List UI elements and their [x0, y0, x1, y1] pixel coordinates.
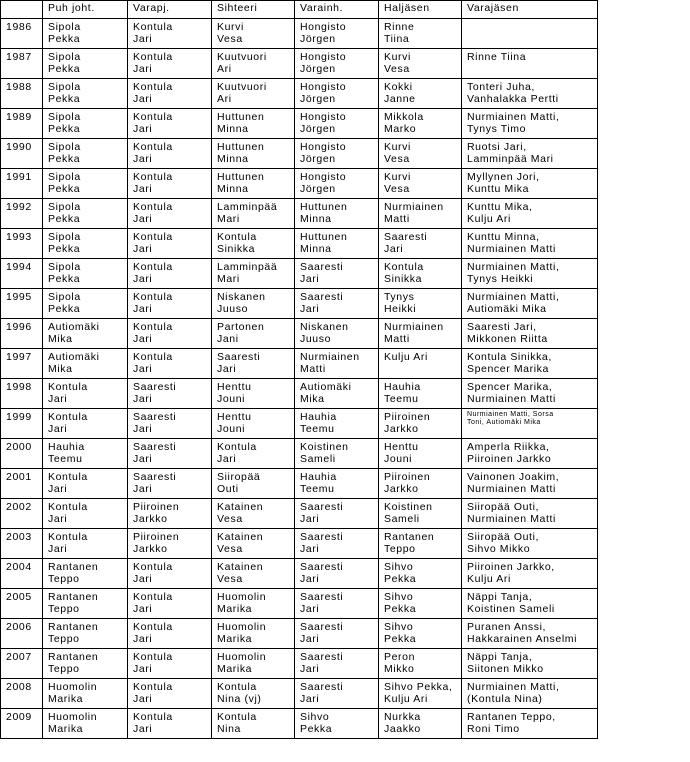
- cell-secretary: Huomolin Marika: [212, 619, 295, 649]
- cell-board-member: Nurmiainen Matti: [379, 319, 462, 349]
- cell-vice-chair: Saaresti Jari: [128, 439, 212, 469]
- cell-board-member: Rinne Tiina: [379, 19, 462, 49]
- cell-chair: Sipola Pekka: [43, 259, 128, 289]
- cell-chair: Sipola Pekka: [43, 49, 128, 79]
- cell-board-member: Piiroinen Jarkko: [379, 469, 462, 499]
- cell-secretary: Kuutvuori Ari: [212, 79, 295, 109]
- cell-deputy-members: Tonteri Juha, Vanhalakka Pertti: [462, 79, 598, 109]
- cell-chair: Kontula Jari: [43, 469, 128, 499]
- table-row: [1, 199, 598, 229]
- cell-vice-chair: Kontula Jari: [128, 319, 212, 349]
- table-row: [1, 439, 598, 469]
- cell-vice-chair: Kontula Jari: [128, 649, 212, 679]
- cell-deputy-members: Myllynen Jori, Kunttu Mika: [462, 169, 598, 199]
- table-row: [1, 79, 598, 109]
- cell-deputy-members: Nurmiainen Matti, (Kontula Nina): [462, 679, 598, 709]
- cell-chair: Kontula Jari: [43, 379, 128, 409]
- table-row: [1, 379, 598, 409]
- cell-year: 1994: [1, 259, 43, 289]
- cell-board-member: Sihvo Pekka: [379, 559, 462, 589]
- cell-year: 1986: [1, 19, 43, 49]
- cell-chair: Kontula Jari: [43, 499, 128, 529]
- cell-secretary: Kurvi Vesa: [212, 19, 295, 49]
- cell-secretary: Henttu Jouni: [212, 409, 295, 439]
- cell-deputy-members: Piiroinen Jarkko, Kulju Ari: [462, 559, 598, 589]
- header-row: [1, 1, 598, 19]
- cell-deputy-members: Siiropää Outi, Nurmiainen Matti: [462, 499, 598, 529]
- cell-deputy-members: Ruotsi Jari, Lamminpää Mari: [462, 139, 598, 169]
- cell-secretary: Lamminpää Mari: [212, 199, 295, 229]
- cell-vice-chair: Kontula Jari: [128, 619, 212, 649]
- cell-board-member: Koistinen Sameli: [379, 499, 462, 529]
- cell-board-member: Saaresti Jari: [379, 229, 462, 259]
- cell-treasurer: Sihvo Pekka: [295, 709, 379, 739]
- cell-deputy-members: Kunttu Mika, Kulju Ari: [462, 199, 598, 229]
- cell-vice-chair: Kontula Jari: [128, 259, 212, 289]
- cell-treasurer: Saaresti Jari: [295, 679, 379, 709]
- cell-vice-chair: Piiroinen Jarkko: [128, 499, 212, 529]
- cell-treasurer: Saaresti Jari: [295, 619, 379, 649]
- cell-vice-chair: Piiroinen Jarkko: [128, 529, 212, 559]
- cell-deputy-members: Nurmiainen Matti, Autiomäki Mika: [462, 289, 598, 319]
- cell-board-member: Mikkola Marko: [379, 109, 462, 139]
- cell-chair: Huomolin Marika: [43, 679, 128, 709]
- cell-year: 2004: [1, 559, 43, 589]
- table-row: [1, 109, 598, 139]
- cell-chair: Rantanen Teppo: [43, 559, 128, 589]
- cell-secretary: Partonen Jani: [212, 319, 295, 349]
- cell-secretary: Huttunen Minna: [212, 109, 295, 139]
- cell-year: 2003: [1, 529, 43, 559]
- cell-deputy-members: Näppi Tanja, Siitonen Mikko: [462, 649, 598, 679]
- cell-secretary: Kontula Sinikka: [212, 229, 295, 259]
- cell-year: 1988: [1, 79, 43, 109]
- cell-secretary: Huomolin Marika: [212, 589, 295, 619]
- cell-chair: Sipola Pekka: [43, 19, 128, 49]
- cell-secretary: Huttunen Minna: [212, 169, 295, 199]
- cell-secretary: Henttu Jouni: [212, 379, 295, 409]
- table-row: [1, 49, 598, 79]
- cell-treasurer: Saaresti Jari: [295, 589, 379, 619]
- cell-board-member: Sihvo Pekka: [379, 619, 462, 649]
- cell-vice-chair: Kontula Jari: [128, 229, 212, 259]
- table-row: [1, 589, 598, 619]
- cell-chair: Sipola Pekka: [43, 139, 128, 169]
- cell-board-member: Peron Mikko: [379, 649, 462, 679]
- cell-board-member: Henttu Jouni: [379, 439, 462, 469]
- cell-vice-chair: Kontula Jari: [128, 79, 212, 109]
- cell-treasurer: Saaresti Jari: [295, 529, 379, 559]
- cell-secretary: Kuutvuori Ari: [212, 49, 295, 79]
- cell-treasurer: Saaresti Jari: [295, 649, 379, 679]
- cell-secretary: Kontula Jari: [212, 439, 295, 469]
- cell-year: 1987: [1, 49, 43, 79]
- cell-year: 2002: [1, 499, 43, 529]
- cell-vice-chair: Kontula Jari: [128, 169, 212, 199]
- cell-treasurer: Autiomäki Mika: [295, 379, 379, 409]
- header-board-member: Haljäsen: [379, 1, 462, 19]
- cell-chair: Rantanen Teppo: [43, 589, 128, 619]
- cell-deputy-members: Siiropää Outi, Sihvo Mikko: [462, 529, 598, 559]
- cell-secretary: Lamminpää Mari: [212, 259, 295, 289]
- cell-vice-chair: Kontula Jari: [128, 589, 212, 619]
- cell-deputy-members: Vainonen Joakim, Nurmiainen Matti: [462, 469, 598, 499]
- cell-treasurer: Koistinen Sameli: [295, 439, 379, 469]
- table-row: [1, 469, 598, 499]
- table-header: [1, 1, 598, 19]
- cell-treasurer: Hongisto Jörgen: [295, 139, 379, 169]
- cell-vice-chair: Kontula Jari: [128, 709, 212, 739]
- cell-chair: Autiomäki Mika: [43, 349, 128, 379]
- cell-secretary: Kontula Nina: [212, 709, 295, 739]
- cell-treasurer: Nurmiainen Matti: [295, 349, 379, 379]
- cell-treasurer: Hauhia Teemu: [295, 469, 379, 499]
- cell-chair: Hauhia Teemu: [43, 439, 128, 469]
- table-row: [1, 559, 598, 589]
- cell-deputy-members: Nurmiainen Matti, Sorsa Toni, Autiomäki Mika: [462, 409, 598, 439]
- cell-treasurer: Hongisto Jörgen: [295, 49, 379, 79]
- cell-board-member: Kulju Ari: [379, 349, 462, 379]
- cell-treasurer: Hongisto Jörgen: [295, 109, 379, 139]
- cell-chair: Sipola Pekka: [43, 79, 128, 109]
- table-row: [1, 499, 598, 529]
- cell-board-member: Piiroinen Jarkko: [379, 409, 462, 439]
- cell-treasurer: Niskanen Juuso: [295, 319, 379, 349]
- header-treasurer: Varainh.: [295, 1, 379, 19]
- cell-chair: Kontula Jari: [43, 409, 128, 439]
- cell-year: 2008: [1, 679, 43, 709]
- header-deputy-member: Varajäsen: [462, 1, 598, 19]
- cell-board-member: Sihvo Pekka: [379, 589, 462, 619]
- cell-chair: Sipola Pekka: [43, 289, 128, 319]
- cell-chair: Huomolin Marika: [43, 709, 128, 739]
- cell-secretary: Saaresti Jari: [212, 349, 295, 379]
- cell-secretary: Katainen Vesa: [212, 559, 295, 589]
- cell-board-member: Kurvi Vesa: [379, 139, 462, 169]
- cell-vice-chair: Saaresti Jari: [128, 469, 212, 499]
- cell-board-member: Kokki Janne: [379, 79, 462, 109]
- cell-deputy-members: Spencer Marika, Nurmiainen Matti: [462, 379, 598, 409]
- cell-vice-chair: Kontula Jari: [128, 679, 212, 709]
- cell-deputy-members: Rinne Tiina: [462, 49, 598, 79]
- cell-treasurer: Hauhia Teemu: [295, 409, 379, 439]
- header-year: [1, 1, 43, 19]
- header-vice-chair: Varapj.: [128, 1, 212, 19]
- cell-year: 1989: [1, 109, 43, 139]
- cell-year: 2001: [1, 469, 43, 499]
- table-row: [1, 259, 598, 289]
- cell-vice-chair: Saaresti Jari: [128, 409, 212, 439]
- cell-chair: Sipola Pekka: [43, 199, 128, 229]
- cell-board-member: Kontula Sinikka: [379, 259, 462, 289]
- cell-secretary: Katainen Vesa: [212, 529, 295, 559]
- cell-year: 1995: [1, 289, 43, 319]
- cell-board-member: Sihvo Pekka, Kulju Ari: [379, 679, 462, 709]
- cell-secretary: Siiropää Outi: [212, 469, 295, 499]
- cell-year: 1997: [1, 349, 43, 379]
- cell-vice-chair: Kontula Jari: [128, 349, 212, 379]
- cell-treasurer: Saaresti Jari: [295, 259, 379, 289]
- cell-chair: Autiomäki Mika: [43, 319, 128, 349]
- cell-treasurer: Saaresti Jari: [295, 559, 379, 589]
- cell-deputy-members: Amperla Riikka, Piiroinen Jarkko: [462, 439, 598, 469]
- cell-deputy-members: Kunttu Minna, Nurmiainen Matti: [462, 229, 598, 259]
- cell-secretary: Kontula Nina (vj): [212, 679, 295, 709]
- cell-vice-chair: Kontula Jari: [128, 49, 212, 79]
- cell-vice-chair: Kontula Jari: [128, 289, 212, 319]
- cell-year: 2000: [1, 439, 43, 469]
- cell-vice-chair: Kontula Jari: [128, 19, 212, 49]
- cell-deputy-members: Rantanen Teppo, Roni Timo: [462, 709, 598, 739]
- cell-vice-chair: Kontula Jari: [128, 109, 212, 139]
- cell-vice-chair: Kontula Jari: [128, 139, 212, 169]
- cell-year: 2006: [1, 619, 43, 649]
- table-row: [1, 19, 598, 49]
- table-row: [1, 649, 598, 679]
- cell-board-member: Hauhia Teemu: [379, 379, 462, 409]
- cell-deputy-members: Saaresti Jari, Mikkonen Riitta: [462, 319, 598, 349]
- cell-deputy-members: [462, 19, 598, 49]
- cell-vice-chair: Saaresti Jari: [128, 379, 212, 409]
- header-secretary: Sihteeri: [212, 1, 295, 19]
- cell-treasurer: Hongisto Jörgen: [295, 79, 379, 109]
- cell-chair: Sipola Pekka: [43, 169, 128, 199]
- cell-secretary: Huttunen Minna: [212, 139, 295, 169]
- cell-deputy-members: Kontula Sinikka, Spencer Marika: [462, 349, 598, 379]
- table-row: [1, 619, 598, 649]
- cell-deputy-members: Puranen Anssi, Hakkarainen Anselmi: [462, 619, 598, 649]
- cell-secretary: Huomolin Marika: [212, 649, 295, 679]
- cell-year: 2007: [1, 649, 43, 679]
- cell-board-member: Tynys Heikki: [379, 289, 462, 319]
- table-row: [1, 229, 598, 259]
- table-row: [1, 679, 598, 709]
- cell-secretary: Niskanen Juuso: [212, 289, 295, 319]
- cell-year: 1993: [1, 229, 43, 259]
- header-chair: Puh joht.: [43, 1, 128, 19]
- cell-chair: Rantanen Teppo: [43, 649, 128, 679]
- cell-treasurer: Hongisto Jörgen: [295, 19, 379, 49]
- cell-year: 2005: [1, 589, 43, 619]
- table-row: [1, 319, 598, 349]
- cell-secretary: Katainen Vesa: [212, 499, 295, 529]
- cell-chair: Kontula Jari: [43, 529, 128, 559]
- cell-year: 1992: [1, 199, 43, 229]
- cell-board-member: Nurkka Jaakko: [379, 709, 462, 739]
- table-row: [1, 409, 598, 439]
- cell-board-member: Kurvi Vesa: [379, 49, 462, 79]
- cell-year: 2009: [1, 709, 43, 739]
- cell-year: 1996: [1, 319, 43, 349]
- cell-board-member: Kurvi Vesa: [379, 169, 462, 199]
- cell-treasurer: Huttunen Minna: [295, 229, 379, 259]
- cell-year: 1999: [1, 409, 43, 439]
- cell-year: 1990: [1, 139, 43, 169]
- cell-chair: Sipola Pekka: [43, 229, 128, 259]
- cell-deputy-members: Nurmiainen Matti, Tynys Heikki: [462, 259, 598, 289]
- cell-vice-chair: Kontula Jari: [128, 199, 212, 229]
- table-row: [1, 529, 598, 559]
- cell-deputy-members: Näppi Tanja, Koistinen Sameli: [462, 589, 598, 619]
- table-row: [1, 709, 598, 739]
- cell-treasurer: Saaresti Jari: [295, 289, 379, 319]
- cell-chair: Rantanen Teppo: [43, 619, 128, 649]
- cell-board-member: Nurmiainen Matti: [379, 199, 462, 229]
- cell-chair: Sipola Pekka: [43, 109, 128, 139]
- table-row: [1, 169, 598, 199]
- table-row: [1, 349, 598, 379]
- cell-board-member: Rantanen Teppo: [379, 529, 462, 559]
- cell-year: 1998: [1, 379, 43, 409]
- cell-treasurer: Saaresti Jari: [295, 499, 379, 529]
- cell-vice-chair: Kontula Jari: [128, 559, 212, 589]
- cell-treasurer: Hongisto Jörgen: [295, 169, 379, 199]
- cell-year: 1991: [1, 169, 43, 199]
- cell-treasurer: Huttunen Minna: [295, 199, 379, 229]
- table-row: [1, 289, 598, 319]
- table-body: [1, 19, 598, 739]
- cell-deputy-members: Nurmiainen Matti, Tynys Timo: [462, 109, 598, 139]
- table-row: [1, 139, 598, 169]
